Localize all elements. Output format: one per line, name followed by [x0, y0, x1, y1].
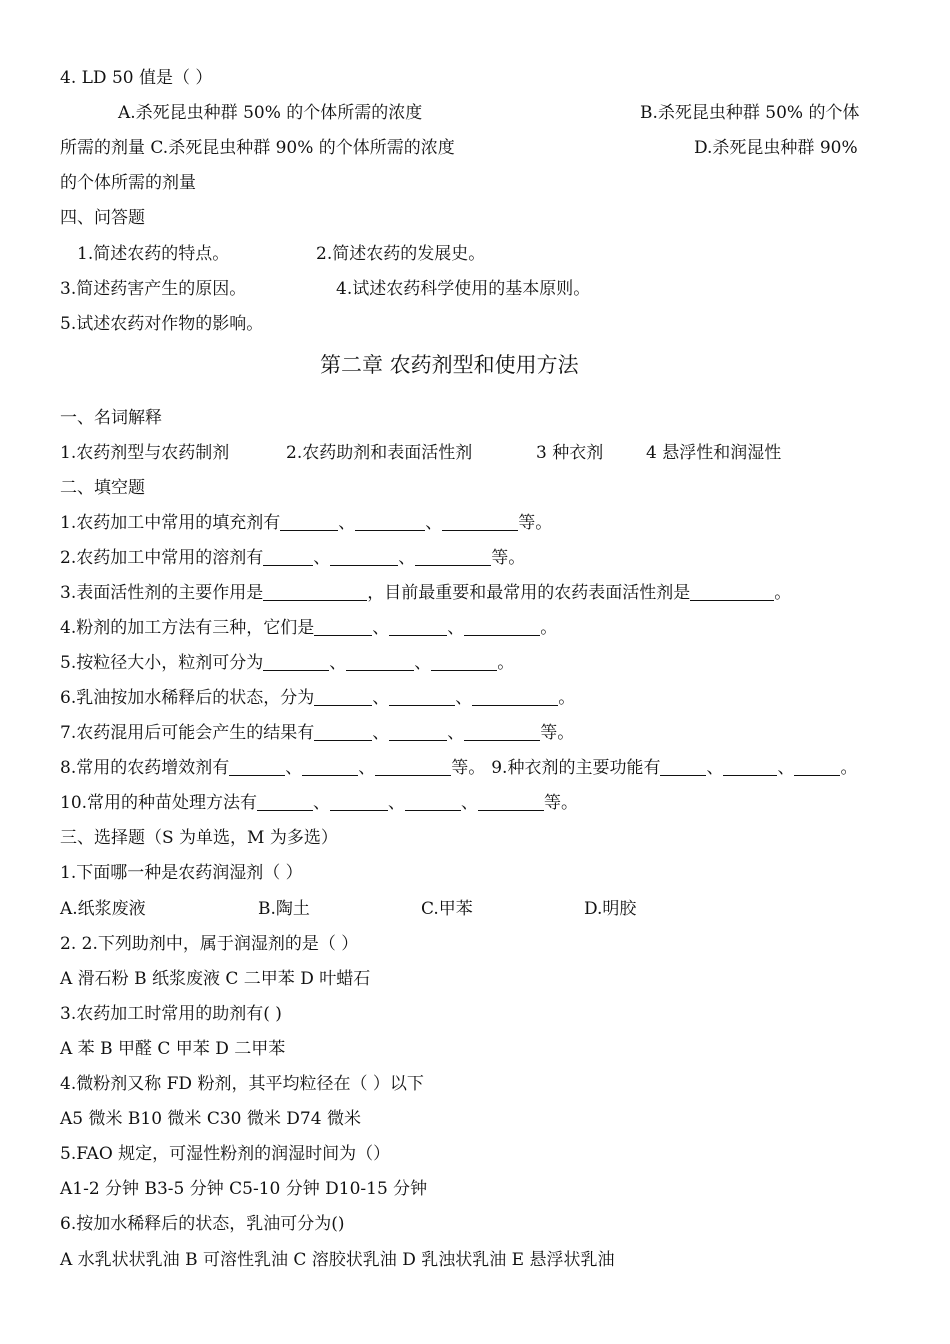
- choice-4-stem: 4.微粉剂又称 FD 粉剂，其平均粒径在（ ）以下: [60, 1074, 424, 1094]
- separator: 、: [425, 513, 443, 533]
- answer-blank[interactable]: [263, 548, 313, 566]
- fill-end: 。: [558, 688, 576, 708]
- separator: 、: [329, 653, 347, 673]
- answer-blank[interactable]: [263, 653, 329, 671]
- answer-blank[interactable]: [660, 758, 706, 776]
- fill-item-10: [60, 791, 578, 815]
- answer-blank[interactable]: [355, 513, 425, 531]
- separator: 、: [313, 793, 331, 813]
- separator: 、: [338, 513, 356, 533]
- answer-blank[interactable]: [723, 758, 777, 776]
- choice-1-option-d: D.明胶: [584, 899, 637, 919]
- separator: 、: [461, 793, 479, 813]
- fill-text: 9.种衣剂的主要功能有: [491, 758, 661, 778]
- answer-blank[interactable]: [263, 583, 367, 601]
- fill-end: 等。: [540, 723, 575, 743]
- qa-item-4: 4.试述农药科学使用的基本原则。: [336, 279, 591, 299]
- q4-option-a: A.杀死昆虫种群 50% 的个体所需的浓度: [118, 103, 423, 123]
- fill-text: 8.常用的农药增效剂有: [60, 758, 230, 778]
- separator: 、: [388, 793, 406, 813]
- answer-blank[interactable]: [280, 513, 338, 531]
- fill-item-8-9: [60, 756, 857, 780]
- choice-5-options: A1-2 分钟 B3-5 分钟 C5-10 分钟 D10-15 分钟: [60, 1179, 428, 1199]
- fill-end: 等。: [544, 793, 579, 813]
- separator: 、: [455, 688, 473, 708]
- answer-blank[interactable]: [229, 758, 285, 776]
- heading-choice: 三、选择题（S 为单选，M 为多选）: [60, 828, 338, 848]
- fill-item-6: [60, 686, 575, 710]
- answer-blank[interactable]: [794, 758, 840, 776]
- choice-3-options: A 苯 B 甲醛 C 甲苯 D 二甲苯: [60, 1039, 286, 1059]
- fill-text: 7.农药混用后可能会产生的结果有: [60, 723, 315, 743]
- fill-end: 。: [497, 653, 515, 673]
- separator: 、: [447, 618, 465, 638]
- fill-text: 4.粉剂的加工方法有三种，它们是: [60, 618, 315, 638]
- fill-end: 。: [840, 758, 858, 778]
- answer-blank[interactable]: [375, 758, 451, 776]
- fill-end: 等。: [451, 758, 486, 778]
- choice-6-stem: 6.按加水稀释后的状态，乳油可分为(): [60, 1214, 345, 1234]
- answer-blank[interactable]: [690, 583, 774, 601]
- term-2: 2.农药助剂和表面活性剂: [286, 443, 473, 463]
- term-1: 1.农药剂型与农药制剂: [60, 443, 230, 463]
- fill-item-2: [60, 546, 525, 570]
- answer-blank[interactable]: [389, 618, 447, 636]
- fill-end: 等。: [491, 548, 526, 568]
- answer-blank[interactable]: [330, 793, 388, 811]
- qa-item-2: 2.简述农药的发展史。: [316, 244, 486, 264]
- answer-blank[interactable]: [389, 723, 447, 741]
- qa-item-1: 1.简述农药的特点。: [77, 244, 230, 264]
- choice-1-option-a: A.纸浆废液: [60, 899, 146, 919]
- answer-blank[interactable]: [464, 723, 540, 741]
- fill-text: 1.农药加工中常用的填充剂有: [60, 513, 281, 533]
- fill-end: 。: [540, 618, 558, 638]
- answer-blank[interactable]: [415, 548, 491, 566]
- fill-item-3: [60, 581, 791, 605]
- choice-6-options: A 水乳状状乳油 B 可溶性乳油 C 溶胶状乳油 D 乳浊状乳油 E 悬浮状乳油: [60, 1250, 615, 1270]
- separator: 、: [706, 758, 724, 778]
- heading-fill: 二、填空题: [60, 478, 145, 498]
- fill-end: 。: [774, 583, 792, 603]
- q4-option-b-c: 所需的剂量 C.杀死昆虫种群 90% 的个体所需的浓度: [60, 138, 455, 158]
- answer-blank[interactable]: [431, 653, 497, 671]
- answer-blank[interactable]: [314, 618, 372, 636]
- answer-blank[interactable]: [257, 793, 313, 811]
- answer-blank[interactable]: [314, 723, 372, 741]
- separator: 、: [285, 758, 303, 778]
- separator: 、: [777, 758, 795, 778]
- separator: 、: [447, 723, 465, 743]
- q4-option-d-cont: 的个体所需的剂量: [60, 173, 196, 193]
- chapter-title: 第二章 农药剂型和使用方法: [320, 353, 579, 377]
- term-3: 3 种衣剂: [536, 443, 604, 463]
- separator: 、: [372, 723, 390, 743]
- answer-blank[interactable]: [478, 793, 544, 811]
- choice-4-options: A5 微米 B10 微米 C30 微米 D74 微米: [60, 1109, 361, 1129]
- fill-text: 5.按粒径大小，粒剂可分为: [60, 653, 264, 673]
- heading-qa: 四、问答题: [60, 208, 145, 228]
- separator: 、: [414, 653, 432, 673]
- qa-item-3: 3.简述药害产生的原因。: [60, 279, 247, 299]
- answer-blank[interactable]: [314, 688, 372, 706]
- q4-stem: 4. LD 50 值是（ ）: [60, 68, 213, 88]
- choice-1-option-b: B.陶土: [258, 899, 310, 919]
- choice-1-stem: 1.下面哪一种是农药润湿剂（ ）: [60, 863, 303, 883]
- answer-blank[interactable]: [472, 688, 558, 706]
- separator: 、: [372, 688, 390, 708]
- answer-blank[interactable]: [330, 548, 398, 566]
- answer-blank[interactable]: [389, 688, 455, 706]
- qa-item-5: 5.试述农药对作物的影响。: [60, 314, 264, 334]
- answer-blank[interactable]: [346, 653, 414, 671]
- separator: 、: [358, 758, 376, 778]
- fill-item-7: [60, 721, 574, 745]
- fill-text: ，目前最重要和最常用的农药表面活性剂是: [367, 583, 691, 603]
- fill-end: 等。: [518, 513, 553, 533]
- fill-item-5: [60, 651, 514, 675]
- answer-blank[interactable]: [302, 758, 358, 776]
- fill-item-1: [60, 511, 552, 535]
- answer-blank[interactable]: [464, 618, 540, 636]
- choice-1-option-c: C.甲苯: [421, 899, 473, 919]
- fill-text: 3.表面活性剂的主要作用是: [60, 583, 264, 603]
- fill-text: 6.乳油按加水稀释后的状态，分为: [60, 688, 315, 708]
- separator: 、: [372, 618, 390, 638]
- q4-option-d: D.杀死昆虫种群 90%: [694, 138, 858, 158]
- answer-blank[interactable]: [442, 513, 518, 531]
- fill-text: 2.农药加工中常用的溶剂有: [60, 548, 264, 568]
- choice-5-stem: 5.FAO 规定，可湿性粉剂的润湿时间为（）: [60, 1144, 391, 1164]
- q4-option-b: B.杀死昆虫种群 50% 的个体: [640, 103, 860, 123]
- heading-terms: 一、名词解释: [60, 408, 162, 428]
- choice-3-stem: 3.农药加工时常用的助剂有( ): [60, 1004, 282, 1024]
- separator: 、: [313, 548, 331, 568]
- fill-text: 10.常用的种苗处理方法有: [60, 793, 258, 813]
- choice-2-stem: 2. 2.下列助剂中，属于润湿剂的是（ ）: [60, 934, 359, 954]
- separator: 、: [398, 548, 416, 568]
- fill-item-4: [60, 616, 557, 640]
- term-4: 4 悬浮性和润湿性: [646, 443, 782, 463]
- choice-2-options: A 滑石粉 B 纸浆废液 C 二甲苯 D 叶蜡石: [60, 969, 371, 989]
- answer-blank[interactable]: [405, 793, 461, 811]
